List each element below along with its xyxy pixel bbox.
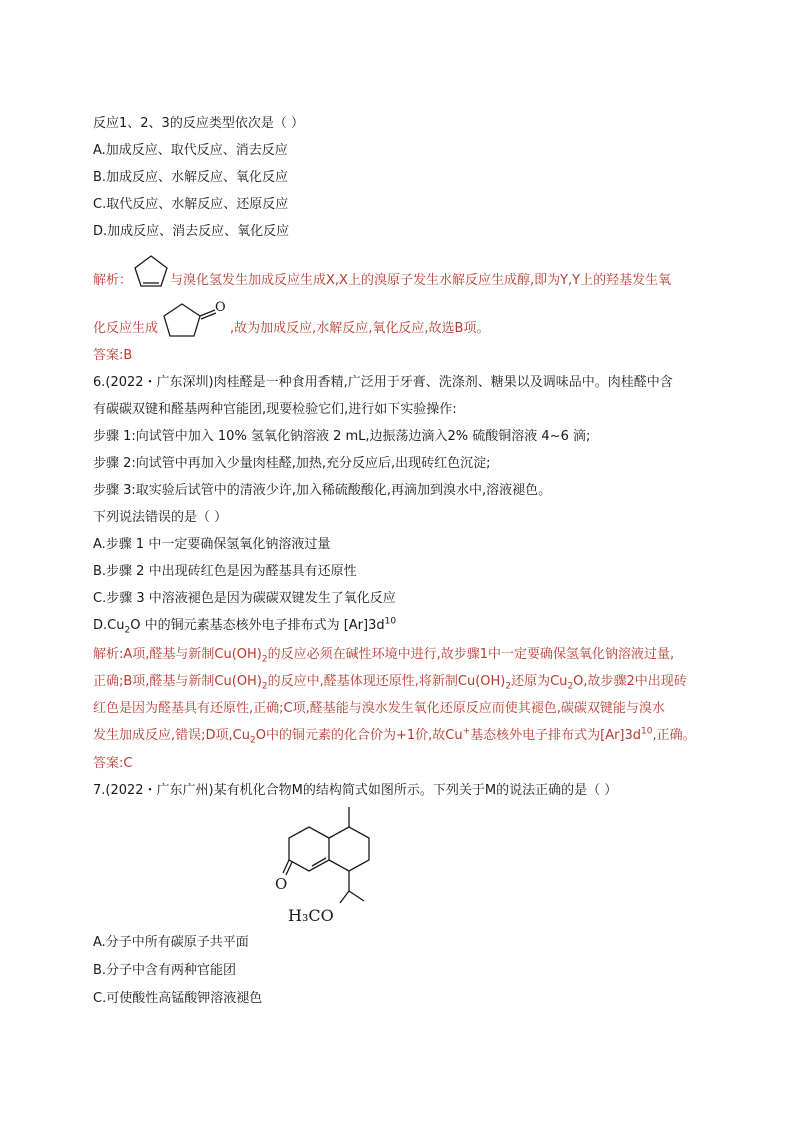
- methoxy-label: H₃CO: [288, 906, 334, 925]
- text-run: D.Cu: [93, 618, 125, 633]
- text-run: O 中的铜元素基态核外电子排布式为 [Ar]3d: [130, 618, 385, 633]
- text-run: 的反应中,醛基体现还原性,将新制Cu(OH): [267, 674, 506, 689]
- q6-option-b: B.步骤 2 中出现砖红色是因为醛基具有还原性: [93, 564, 357, 579]
- q6-analysis-line-3: 红色是因为醛基具有还原性,正确;C项,醛基能与溴水发生氧化还原反应而使其褪色,碳碳双键能与溴水: [93, 701, 665, 716]
- cyclopentanone-structure: [160, 296, 230, 342]
- q6-step-1: 步骤 1:向试管中加入 10% 氢氧化钠溶液 2 mL,边振荡边滴入2% 硫酸铜溶液 4~6 滴;: [93, 429, 591, 444]
- text-run: ,正确。: [652, 728, 696, 743]
- q6-step-3: 步骤 3:取实验后试管中的清液少许,加入稀硫酸酸化,再滴加到溴水中,溶液褪色。: [93, 483, 552, 498]
- text-run: O中的铜元素的化合价为+1价,故Cu: [255, 728, 463, 743]
- q6-analysis-line-2: [93, 673, 687, 691]
- text-run: 解析:A项,醛基与新制Cu(OH): [93, 647, 262, 662]
- q5-analysis-line-1: 与溴化氢发生加成反应生成X,X上的溴原子发生水解反应生成醇,即为Y,Y上的羟基发生氧: [170, 273, 672, 288]
- subscript: 2: [505, 681, 512, 692]
- text-run: 正确;B项,醛基与新制Cu(OH): [93, 674, 262, 689]
- text-run: 还原为Cu: [511, 674, 568, 689]
- cyclopentene-structure: [130, 252, 172, 290]
- text-run: 的反应必须在碱性环境中进行,故步骤1中一定要确保氢氧化钠溶液过量,: [267, 647, 675, 662]
- q6-analysis-line-1: [93, 646, 674, 664]
- q6-step-2: 步骤 2:向试管中再加入少量肉桂醛,加热,充分反应后,出现砖红色沉淀;: [93, 456, 491, 471]
- q6-option-c: C.步骤 3 中溶液褪色是因为碳碳双键发生了氧化反应: [93, 591, 396, 606]
- q6-analysis-line-4: [93, 727, 696, 745]
- subscript: 2: [261, 654, 268, 665]
- text-run: 发生加成反应,错误;D项,Cu: [93, 728, 250, 743]
- subscript: 2: [567, 681, 574, 692]
- text-run: O,故步骤2中出现砖: [573, 674, 687, 689]
- q6-stem-line-1: 6.(2022・广东深圳)肉桂醛是一种食用香精,广泛用于牙膏、洗涤剂、糖果以及调味品中。肉桂醛中含: [93, 375, 673, 390]
- q6-stem-line-2: 有碳碳双键和醛基两种官能团,现要检验它们,进行如下实验操作:: [93, 402, 457, 417]
- q7-option-b: B.分子中含有两种官能团: [93, 963, 237, 978]
- q7-stem: 7.(2022・广东广州)某有机化合物M的结构简式如图所示。下列关于M的说法正确的是（ ）: [93, 783, 618, 798]
- ketone-oxygen-label: O: [215, 300, 226, 315]
- superscript: 10: [641, 726, 653, 737]
- q7-option-c: C.可使酸性高锰酸钾溶液褪色: [93, 991, 263, 1006]
- superscript: 10: [384, 616, 397, 627]
- subscript: 2: [249, 735, 256, 746]
- q6-option-d: [93, 617, 396, 635]
- text-run: 基态核外电子排布式为[Ar]3d: [470, 728, 642, 743]
- q6-answer: 答案:C: [93, 756, 133, 771]
- compound-m-structure: [270, 805, 390, 930]
- q7-option-a: A.分子中所有碳原子共平面: [93, 935, 249, 950]
- subscript: 2: [124, 625, 131, 636]
- q5-analysis-line-2b: ,故为加成反应,水解反应,氧化反应,故选B项。: [230, 321, 490, 336]
- q5-analysis-line-2a: 化反应生成: [93, 321, 159, 336]
- carbonyl-oxygen-label: O: [275, 875, 288, 893]
- q6-question: 下列说法错误的是（ ）: [93, 510, 228, 525]
- q5-option-a: A.加成反应、取代反应、消去反应: [93, 143, 288, 158]
- subscript: 2: [261, 681, 268, 692]
- q5-analysis-label: 解析：: [93, 273, 133, 288]
- q5-option-b: B.加成反应、水解反应、氧化反应: [93, 170, 289, 185]
- q5-option-c: C.取代反应、水解反应、还原反应: [93, 197, 289, 212]
- q6-option-a: A.步骤 1 中一定要确保氢氧化钠溶液过量: [93, 537, 331, 552]
- q5-stem: 反应1、2、3的反应类型依次是（ ）: [93, 116, 304, 131]
- q5-answer: 答案:B: [93, 348, 133, 363]
- q5-option-d: D.加成反应、消去反应、氧化反应: [93, 224, 290, 239]
- superscript: +: [462, 726, 471, 737]
